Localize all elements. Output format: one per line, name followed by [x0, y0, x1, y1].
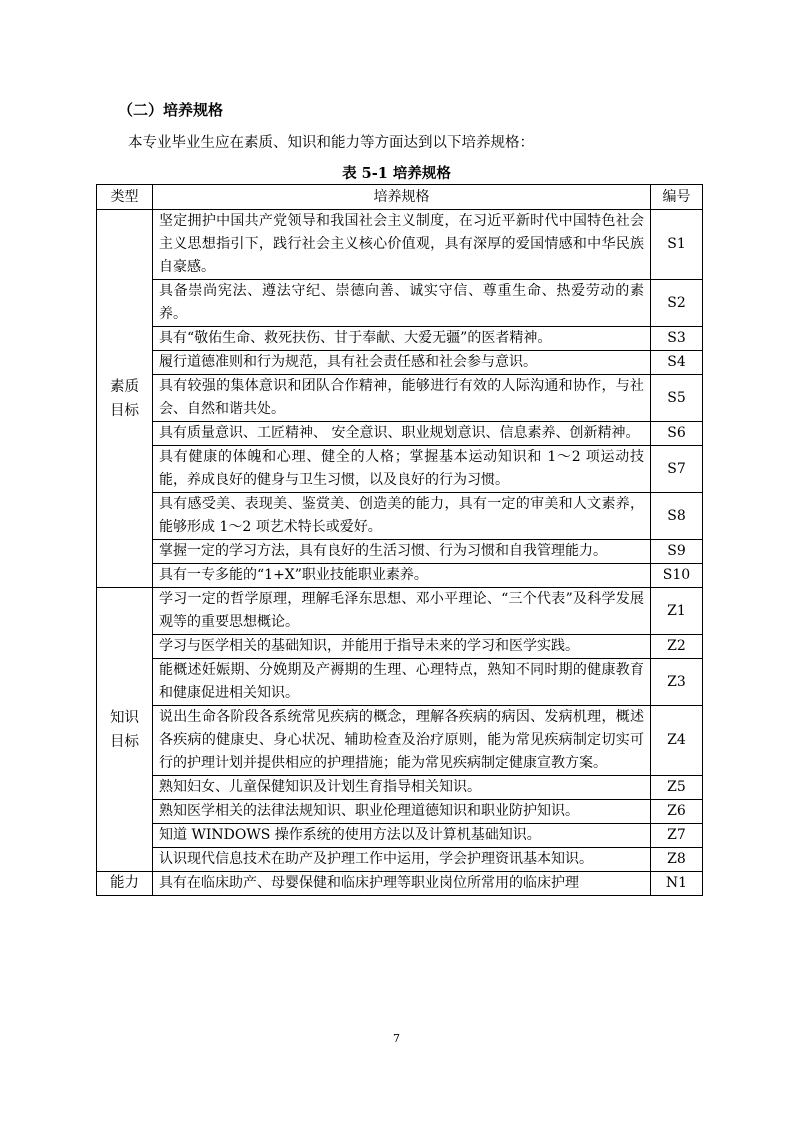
spec-code: Z4: [651, 706, 703, 776]
spec-text: 具有较强的集体意识和团队合作精神，能够进行有效的人际沟通和协作，与社会、自然和谐共处。: [153, 375, 651, 422]
category-ability: 能力: [97, 872, 153, 896]
spec-code: Z1: [651, 588, 703, 635]
spec-text: 能概述妊娠期、分娩期及产褥期的生理、心理特点，熟知不同时期的健康教育和健康促进相关知识。: [153, 659, 651, 706]
table-row: [97, 659, 703, 706]
category-knowledge: [97, 588, 153, 872]
intro-paragraph: 本专业毕业生应在素质、知识和能力等方面达到以下培养规格：: [128, 135, 534, 151]
table-row: [97, 848, 703, 872]
table-caption: 表 5-1 培养规格: [342, 165, 451, 182]
table-row: [97, 800, 703, 824]
spec-text: 学习与医学相关的基础知识，并能用于指导未来的学习和医学实践。: [153, 635, 651, 659]
spec-code: S6: [651, 422, 703, 446]
table-row: [97, 351, 703, 375]
spec-text: 履行道德准则和行为规范，具有社会责任感和社会参与意识。: [153, 351, 651, 375]
table-row: [97, 872, 703, 896]
spec-code: Z7: [651, 824, 703, 848]
table-row: [97, 706, 703, 776]
spec-code: Z3: [651, 659, 703, 706]
category-quality-label: 素质目标: [110, 378, 139, 419]
table-row: [97, 635, 703, 659]
spec-text: 知道 WINDOWS 操作系统的使用方法以及计算机基础知识。: [153, 824, 651, 848]
table-row: [97, 327, 703, 351]
table-row: [97, 422, 703, 446]
table-row: [97, 375, 703, 422]
table-row: [97, 564, 703, 588]
spec-text: 熟知医学相关的法律法规知识、职业伦理道德知识和职业防护知识。: [153, 800, 651, 824]
header-code: 编号: [651, 185, 703, 210]
spec-code: S5: [651, 375, 703, 422]
table-row: [97, 280, 703, 327]
category-knowledge-label: 知识目标: [110, 709, 139, 750]
header-type: 类型: [97, 185, 153, 210]
spec-code: S3: [651, 327, 703, 351]
table-row: [97, 588, 703, 635]
training-spec-table: [96, 184, 703, 896]
spec-code: Z2: [651, 635, 703, 659]
table-row: [97, 824, 703, 848]
table-row: [97, 446, 703, 493]
spec-code: N1: [651, 872, 703, 896]
spec-text: 认识现代信息技术在助产及护理工作中运用，学会护理资讯基本知识。: [153, 848, 651, 872]
spec-text: 具备崇尚宪法、遵法守纪、崇德向善、诚实守信、尊重生命、热爱劳动的素养。: [153, 280, 651, 327]
spec-text: 具有健康的体魄和心理、健全的人格；掌握基本运动知识和 1～2 项运动技能，养成良好的健身与卫生习惯，以及良好的行为习惯。: [153, 446, 651, 493]
category-quality: [97, 210, 153, 588]
spec-text: 掌握一定的学习方法，具有良好的生活习惯、行为习惯和自我管理能力。: [153, 540, 651, 564]
table-row: [97, 776, 703, 800]
table-row: [97, 210, 703, 280]
table-header-row: [97, 185, 703, 210]
spec-text: 具有“敬佑生命、救死扶伤、甘于奉献、大爱无疆”的医者精神。: [153, 327, 651, 351]
table-row: [97, 493, 703, 540]
spec-text: 坚定拥护中国共产党领导和我国社会主义制度，在习近平新时代中国特色社会主义思想指引下，践行社会主义核心价值观，具有深厚的爱国情感和中华民族自豪感。: [153, 210, 651, 280]
spec-code: S4: [651, 351, 703, 375]
spec-code: S7: [651, 446, 703, 493]
spec-code: S2: [651, 280, 703, 327]
spec-code: S10: [651, 564, 703, 588]
spec-code: Z8: [651, 848, 703, 872]
spec-text: 说出生命各阶段各系统常见疾病的概念，理解各疾病的病因、发病机理，概述各疾病的健康史、身心状况、辅助检查及治疗原则，能为常见疾病制定切实可行的护理计划并提供相应的护理措施；能为常见疾病制定健康宣教方案。: [153, 706, 651, 776]
spec-text: 具有感受美、表现美、鉴赏美、创造美的能力，具有一定的审美和人文素养，能够形成 1～2 项艺术特长或爱好。: [153, 493, 651, 540]
table-row: [97, 540, 703, 564]
spec-text: 具有质量意识、工匠精神、 安全意识、职业规划意识、信息素养、创新精神。: [153, 422, 651, 446]
spec-code: Z6: [651, 800, 703, 824]
spec-text: 学习一定的哲学原理，理解毛泽东思想、邓小平理论、“三个代表”及科学发展观等的重要思想概论。: [153, 588, 651, 635]
spec-text: 具有在临床助产、母婴保健和临床护理等职业岗位所常用的临床护理: [153, 872, 651, 896]
header-spec: 培养规格: [153, 185, 651, 210]
spec-text: 具有一专多能的“1+X”职业技能职业素养。: [153, 564, 651, 588]
spec-code: S9: [651, 540, 703, 564]
spec-text: 熟知妇女、儿童保健知识及计划生育指导相关知识。: [153, 776, 651, 800]
spec-code: S8: [651, 493, 703, 540]
spec-code: Z5: [651, 776, 703, 800]
spec-code: S1: [651, 210, 703, 280]
page-number: 7: [393, 1032, 400, 1045]
section-heading: （二）培养规格: [118, 101, 224, 119]
